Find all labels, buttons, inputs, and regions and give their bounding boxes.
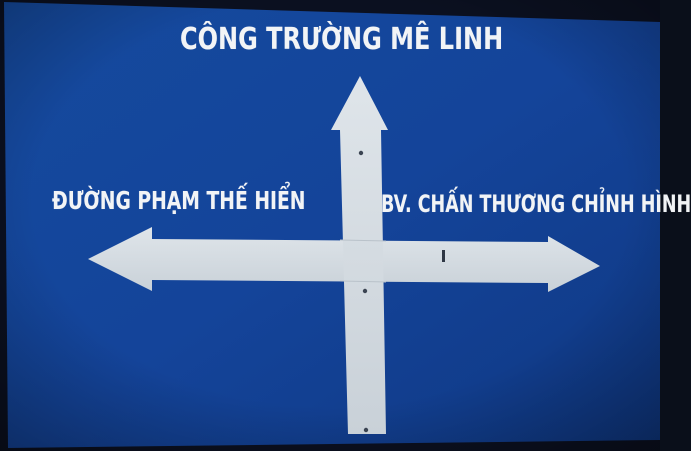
rivet — [359, 151, 363, 155]
left-direction-label: ĐƯỜNG PHẠM THẾ HIỂN — [52, 186, 306, 215]
right-direction-label: BV. CHẤN THƯƠNG CHỈNH HÌNH — [381, 190, 691, 218]
rivet — [364, 428, 368, 432]
rivet — [363, 289, 367, 293]
sign-title: CÔNG TRƯỜNG MÊ LINH — [180, 22, 504, 57]
rivet — [442, 250, 445, 262]
